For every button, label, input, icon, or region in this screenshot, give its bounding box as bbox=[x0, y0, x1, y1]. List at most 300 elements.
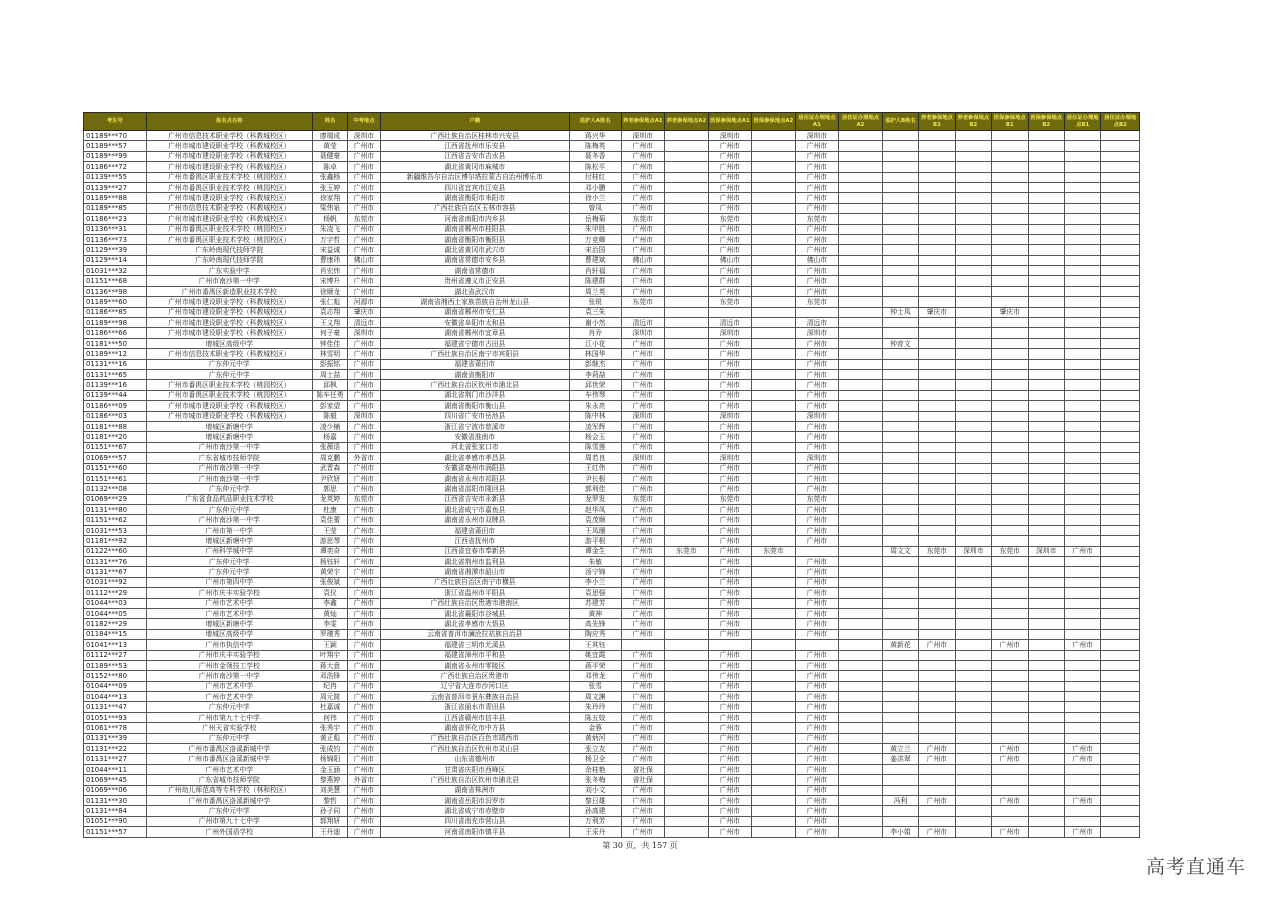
table-cell bbox=[665, 307, 709, 317]
table-cell bbox=[992, 598, 1028, 608]
table-cell bbox=[882, 536, 918, 546]
table-cell bbox=[1028, 640, 1064, 650]
table-cell bbox=[1101, 401, 1140, 411]
table-cell bbox=[1064, 463, 1100, 473]
table-cell: 广西壮族自治区贵港市 bbox=[380, 671, 569, 681]
table-cell: 广州市 bbox=[348, 338, 380, 348]
table-cell: 广东仲元中学 bbox=[146, 806, 312, 816]
table-cell bbox=[1028, 598, 1064, 608]
table-cell: 袁思强 bbox=[569, 588, 621, 598]
table-cell: 余桂艳 bbox=[569, 764, 621, 774]
table-cell: 广州市 bbox=[348, 380, 380, 390]
table-cell bbox=[665, 712, 709, 722]
table-cell: 周文渊 bbox=[569, 692, 621, 702]
table-cell bbox=[919, 141, 955, 151]
table-cell bbox=[1028, 764, 1064, 774]
table-cell: 王红伟 bbox=[569, 463, 621, 473]
table-cell bbox=[752, 702, 796, 712]
table-row bbox=[84, 577, 1140, 587]
table-cell bbox=[839, 421, 883, 431]
table-cell: 广州市 bbox=[919, 744, 955, 754]
table-cell: 广州市 bbox=[708, 754, 752, 764]
table-cell: 邱枫 bbox=[312, 380, 347, 390]
table-cell: 张鑫杨 bbox=[312, 172, 347, 182]
table-cell bbox=[839, 255, 883, 265]
table-cell: 广州市 bbox=[621, 245, 665, 255]
table-cell bbox=[882, 245, 918, 255]
table-cell bbox=[1064, 266, 1100, 276]
table-cell: 广州市 bbox=[621, 692, 665, 702]
table-cell: 广州市 bbox=[795, 681, 839, 691]
table-cell bbox=[1101, 785, 1140, 795]
table-cell bbox=[992, 151, 1028, 161]
table-cell bbox=[665, 515, 709, 525]
table-cell bbox=[955, 401, 991, 411]
table-cell bbox=[665, 619, 709, 629]
table-cell bbox=[752, 681, 796, 691]
table-cell bbox=[992, 349, 1028, 359]
table-cell bbox=[992, 203, 1028, 213]
table-cell: 广东仲元中学 bbox=[146, 359, 312, 369]
table-cell bbox=[1028, 349, 1064, 359]
table-row bbox=[84, 224, 1140, 234]
table-cell bbox=[665, 224, 709, 234]
table-row bbox=[84, 380, 1140, 390]
table-cell: 广州市庆丰实验学校 bbox=[146, 588, 312, 598]
table-cell: 外省市 bbox=[348, 775, 380, 785]
table-cell bbox=[919, 162, 955, 172]
table-cell: 周元简 bbox=[312, 692, 347, 702]
table-cell bbox=[955, 411, 991, 421]
table-cell bbox=[882, 494, 918, 504]
table-cell bbox=[665, 650, 709, 660]
table-cell: 湖南省永州市祁阳县 bbox=[380, 473, 569, 483]
table-cell bbox=[1064, 141, 1100, 151]
table-cell: 何伟 bbox=[312, 712, 347, 722]
table-cell bbox=[1101, 307, 1140, 317]
table-cell bbox=[882, 203, 918, 213]
table-cell bbox=[752, 598, 796, 608]
column-header: 居住证办理地点A2 bbox=[839, 113, 883, 131]
table-cell: 袁佳蕾 bbox=[312, 515, 347, 525]
table-cell bbox=[919, 286, 955, 296]
table-cell bbox=[1101, 608, 1140, 618]
table-cell bbox=[955, 307, 991, 317]
table-row bbox=[84, 172, 1140, 182]
table-cell bbox=[882, 525, 918, 535]
table-cell: 广州市番禺区职业技术学校（桃园校区） bbox=[146, 234, 312, 244]
table-cell bbox=[955, 453, 991, 463]
table-cell: 广州市 bbox=[708, 567, 752, 577]
table-cell bbox=[992, 712, 1028, 722]
table-cell: 广州市 bbox=[621, 536, 665, 546]
column-header: 户籍 bbox=[380, 113, 569, 131]
table-cell: 01189***57 bbox=[84, 141, 147, 151]
table-cell bbox=[992, 286, 1028, 296]
table-cell bbox=[992, 245, 1028, 255]
column-header: 姓名 bbox=[312, 113, 347, 131]
table-cell bbox=[839, 671, 883, 681]
table-cell bbox=[1028, 141, 1064, 151]
table-cell: 万竞卿 bbox=[569, 234, 621, 244]
table-cell: 01131***65 bbox=[84, 369, 147, 379]
table-cell: 黎哲 bbox=[312, 796, 347, 806]
table-cell bbox=[992, 369, 1028, 379]
table-cell bbox=[665, 286, 709, 296]
table-cell bbox=[752, 307, 796, 317]
table-cell bbox=[955, 723, 991, 733]
table-cell bbox=[1101, 598, 1140, 608]
table-cell: 朱敏 bbox=[569, 557, 621, 567]
table-cell bbox=[882, 401, 918, 411]
table-cell: 01131***22 bbox=[84, 744, 147, 754]
table-cell: 邓伟龙 bbox=[569, 671, 621, 681]
table-row bbox=[84, 214, 1140, 224]
table-row bbox=[84, 494, 1140, 504]
table-cell bbox=[752, 484, 796, 494]
table-cell: 湖北省黄冈市麻城市 bbox=[380, 162, 569, 172]
table-cell: 广州市 bbox=[708, 193, 752, 203]
table-cell: 东莞市 bbox=[348, 494, 380, 504]
table-cell bbox=[752, 442, 796, 452]
table-cell: 朱永亮 bbox=[569, 401, 621, 411]
table-cell bbox=[955, 131, 991, 141]
table-cell: 广州市 bbox=[708, 401, 752, 411]
table-cell bbox=[665, 411, 709, 421]
table-cell: 广州市 bbox=[708, 380, 752, 390]
table-cell: 佛山市 bbox=[708, 255, 752, 265]
table-cell: 01132***08 bbox=[84, 484, 147, 494]
table-cell bbox=[1028, 681, 1064, 691]
table-cell bbox=[1028, 796, 1064, 806]
table-cell: 广州市 bbox=[795, 151, 839, 161]
table-cell bbox=[1064, 255, 1100, 265]
table-cell bbox=[1101, 588, 1140, 598]
table-cell bbox=[882, 182, 918, 192]
table-cell: 四川省南充市营山县 bbox=[380, 816, 569, 826]
table-cell: 广州市 bbox=[621, 733, 665, 743]
table-cell bbox=[1064, 764, 1100, 774]
table-cell bbox=[919, 650, 955, 660]
table-cell bbox=[839, 131, 883, 141]
table-cell: 辽宁省大连市沙河口区 bbox=[380, 681, 569, 691]
table-cell: 黄荣宇 bbox=[312, 567, 347, 577]
table-cell: 安徽省阜阳市太和县 bbox=[380, 318, 569, 328]
table-cell: 宋治国 bbox=[569, 245, 621, 255]
table-cell: 广州市 bbox=[795, 421, 839, 431]
table-cell: 广州市 bbox=[348, 744, 380, 754]
table-cell bbox=[752, 162, 796, 172]
table-cell: 黎日雄 bbox=[569, 796, 621, 806]
table-cell bbox=[955, 702, 991, 712]
table-cell bbox=[919, 151, 955, 161]
table-cell bbox=[1064, 432, 1100, 442]
table-cell bbox=[839, 806, 883, 816]
table-cell: 01131***67 bbox=[84, 567, 147, 577]
table-cell bbox=[665, 141, 709, 151]
table-cell: 曾凤 bbox=[569, 203, 621, 213]
table-cell: 王采丹 bbox=[569, 827, 621, 837]
table-cell bbox=[1064, 390, 1100, 400]
table-cell: 广州市 bbox=[621, 525, 665, 535]
table-cell bbox=[919, 702, 955, 712]
table-cell: 湖南省邵阳市隆回县 bbox=[380, 484, 569, 494]
table-cell: 广东仲元中学 bbox=[146, 369, 312, 379]
table-cell: 广州市 bbox=[795, 806, 839, 816]
table-cell bbox=[955, 764, 991, 774]
table-cell: 深圳市 bbox=[348, 328, 380, 338]
table-cell bbox=[665, 588, 709, 598]
table-cell bbox=[665, 318, 709, 328]
table-cell: 湖南省岳阳市汨罗市 bbox=[380, 796, 569, 806]
table-cell: 蒋大意 bbox=[312, 660, 347, 670]
table-cell: 徐顺龙 bbox=[312, 286, 347, 296]
table-row bbox=[84, 411, 1140, 421]
table-cell: 广州市 bbox=[795, 266, 839, 276]
table-cell bbox=[955, 463, 991, 473]
table-row bbox=[84, 473, 1140, 483]
table-cell bbox=[1064, 494, 1100, 504]
table-cell: 广州市 bbox=[621, 359, 665, 369]
table-cell: 广州市 bbox=[621, 484, 665, 494]
table-cell bbox=[1028, 712, 1064, 722]
table-cell bbox=[992, 536, 1028, 546]
table-cell bbox=[665, 369, 709, 379]
table-cell bbox=[1028, 151, 1064, 161]
table-cell: 广州市第一中学 bbox=[146, 525, 312, 535]
table-row bbox=[84, 276, 1140, 286]
table-cell bbox=[1064, 671, 1100, 681]
table-cell: 广州市 bbox=[348, 702, 380, 712]
table-cell bbox=[882, 297, 918, 307]
table-cell bbox=[839, 224, 883, 234]
table-cell: 福建省漳州市平和县 bbox=[380, 650, 569, 660]
table-cell bbox=[1101, 744, 1140, 754]
table-cell: 广州市 bbox=[621, 473, 665, 483]
table-cell: 增城区新塘中学 bbox=[146, 619, 312, 629]
table-cell: 广西壮族自治区南宁市宾阳县 bbox=[380, 349, 569, 359]
table-cell: 湖南省常德市 bbox=[380, 266, 569, 276]
table-cell: 徐家翔 bbox=[312, 193, 347, 203]
table-cell: 广州市 bbox=[348, 172, 380, 182]
column-header: 医保参保地点B2 bbox=[1028, 113, 1064, 131]
table-cell: 广州市 bbox=[708, 546, 752, 556]
table-cell bbox=[1064, 338, 1100, 348]
table-cell bbox=[1028, 567, 1064, 577]
table-cell: 佛山市 bbox=[795, 255, 839, 265]
table-cell bbox=[919, 619, 955, 629]
table-cell bbox=[752, 245, 796, 255]
table-cell: 深圳市 bbox=[795, 411, 839, 421]
table-cell: 湖南省怀化市中方县 bbox=[380, 723, 569, 733]
table-cell: 肇庆市 bbox=[348, 307, 380, 317]
table-cell: 广州市 bbox=[348, 151, 380, 161]
table-cell: 广州市 bbox=[621, 723, 665, 733]
table-cell bbox=[752, 182, 796, 192]
table-cell: 黄新花 bbox=[882, 640, 918, 650]
table-row bbox=[84, 515, 1140, 525]
table-cell bbox=[955, 286, 991, 296]
table-cell bbox=[1101, 131, 1140, 141]
table-row bbox=[84, 286, 1140, 296]
table-cell bbox=[1064, 234, 1100, 244]
table-cell: 广州市 bbox=[708, 463, 752, 473]
table-cell: 东莞市 bbox=[621, 214, 665, 224]
table-cell bbox=[839, 827, 883, 837]
table-cell: 广州市 bbox=[621, 369, 665, 379]
table-cell bbox=[955, 588, 991, 598]
table-cell bbox=[1028, 338, 1064, 348]
table-cell bbox=[955, 380, 991, 390]
table-cell: 广州市 bbox=[621, 806, 665, 816]
table-cell: 陈梅英 bbox=[569, 141, 621, 151]
table-cell bbox=[795, 307, 839, 317]
table-cell bbox=[992, 172, 1028, 182]
table-cell bbox=[955, 733, 991, 743]
table-cell: 广州市执信中学 bbox=[146, 640, 312, 650]
table-cell: 湖南省郴州市宜章县 bbox=[380, 328, 569, 338]
table-cell: 万宇哲 bbox=[312, 234, 347, 244]
table-cell bbox=[1101, 380, 1140, 390]
table-cell bbox=[1028, 421, 1064, 431]
table-cell bbox=[665, 453, 709, 463]
table-cell bbox=[882, 463, 918, 473]
table-cell bbox=[992, 255, 1028, 265]
table-cell: 广州市 bbox=[348, 557, 380, 567]
table-cell: 钟育文 bbox=[882, 338, 918, 348]
table-cell bbox=[1101, 494, 1140, 504]
table-cell bbox=[665, 525, 709, 535]
table-cell bbox=[752, 785, 796, 795]
table-cell bbox=[955, 442, 991, 452]
table-cell: 广州市 bbox=[795, 598, 839, 608]
table-cell: 东莞市 bbox=[795, 297, 839, 307]
table-cell bbox=[752, 557, 796, 567]
table-cell: 广州市 bbox=[708, 172, 752, 182]
table-cell bbox=[955, 203, 991, 213]
table-row bbox=[84, 338, 1140, 348]
table-cell: 01131***27 bbox=[84, 754, 147, 764]
table-cell bbox=[1101, 671, 1140, 681]
table-cell: 广州市 bbox=[708, 473, 752, 483]
table-row bbox=[84, 827, 1140, 837]
table-cell: 广州市 bbox=[621, 557, 665, 567]
table-cell bbox=[665, 796, 709, 806]
table-cell: 广州市 bbox=[348, 266, 380, 276]
table-cell bbox=[992, 515, 1028, 525]
table-cell bbox=[752, 608, 796, 618]
table-cell bbox=[839, 338, 883, 348]
table-row bbox=[84, 640, 1140, 650]
table-cell bbox=[882, 421, 918, 431]
table-cell bbox=[955, 328, 991, 338]
table-cell: 广州市 bbox=[795, 660, 839, 670]
table-cell bbox=[955, 536, 991, 546]
table-cell bbox=[955, 297, 991, 307]
table-cell bbox=[839, 775, 883, 785]
table-cell bbox=[839, 380, 883, 390]
column-header: 养老参保地点B2 bbox=[955, 113, 991, 131]
table-cell bbox=[752, 723, 796, 733]
table-cell bbox=[882, 286, 918, 296]
table-header-row bbox=[84, 113, 1140, 131]
table-cell: 广州市 bbox=[348, 577, 380, 587]
table-cell: 广州市 bbox=[348, 182, 380, 192]
table-cell bbox=[665, 234, 709, 244]
table-cell bbox=[919, 245, 955, 255]
table-cell bbox=[1028, 473, 1064, 483]
table-cell: 广西壮族自治区百色市靖西市 bbox=[380, 733, 569, 743]
table-row bbox=[84, 567, 1140, 577]
table-cell bbox=[992, 473, 1028, 483]
table-cell bbox=[1064, 598, 1100, 608]
table-cell bbox=[882, 816, 918, 826]
table-cell bbox=[752, 234, 796, 244]
table-cell: 湖南省衡阳市耒阳市 bbox=[380, 193, 569, 203]
table-cell: 张锐 bbox=[569, 297, 621, 307]
table-cell bbox=[1028, 380, 1064, 390]
table-cell bbox=[1028, 484, 1064, 494]
table-cell bbox=[752, 255, 796, 265]
table-cell: 广州市 bbox=[708, 681, 752, 691]
table-cell: 广州市 bbox=[708, 702, 752, 712]
table-cell: 广州市城市建设职业学校（科教城校区） bbox=[146, 151, 312, 161]
table-cell bbox=[839, 494, 883, 504]
table-cell: 广州市城市建设职业学校（科教城校区） bbox=[146, 141, 312, 151]
table-cell: 广州市 bbox=[348, 359, 380, 369]
table-cell: 01189***99 bbox=[84, 151, 147, 161]
table-cell: 广州市 bbox=[795, 650, 839, 660]
table-cell bbox=[839, 702, 883, 712]
table-cell bbox=[1101, 151, 1140, 161]
table-cell: 邓浩锋 bbox=[312, 671, 347, 681]
table-cell bbox=[955, 608, 991, 618]
table-cell: 广州市庆丰实验学校 bbox=[146, 650, 312, 660]
table-cell bbox=[839, 608, 883, 618]
table-cell bbox=[1028, 515, 1064, 525]
table-cell: 云南省普洱市澜沧拉祜族自治县 bbox=[380, 629, 569, 639]
table-cell bbox=[1064, 214, 1100, 224]
table-cell bbox=[992, 214, 1028, 224]
table-cell: 广州市 bbox=[708, 723, 752, 733]
table-cell bbox=[1101, 214, 1140, 224]
table-row bbox=[84, 764, 1140, 774]
table-cell: 01139***16 bbox=[84, 380, 147, 390]
table-cell: 广州市 bbox=[708, 816, 752, 826]
table-cell bbox=[919, 453, 955, 463]
table-cell: 广州市南沙第一中学 bbox=[146, 671, 312, 681]
table-cell: 东莞市 bbox=[752, 546, 796, 556]
table-cell: 王义翔 bbox=[312, 318, 347, 328]
table-cell: 01131***47 bbox=[84, 702, 147, 712]
table-cell: 周士喆 bbox=[312, 369, 347, 379]
table-cell: 曹康玮 bbox=[312, 255, 347, 265]
table-cell bbox=[752, 494, 796, 504]
table-cell bbox=[839, 515, 883, 525]
table-cell: 广州市 bbox=[621, 702, 665, 712]
table-cell: 佛山市 bbox=[621, 255, 665, 265]
table-cell bbox=[1101, 692, 1140, 702]
table-cell bbox=[1064, 224, 1100, 234]
table-cell: 湖南省郴州市安仁县 bbox=[380, 307, 569, 317]
table-cell: 周兰英 bbox=[569, 286, 621, 296]
table-cell bbox=[1101, 796, 1140, 806]
table-cell: 湖南省株洲市 bbox=[380, 785, 569, 795]
table-cell: 广州市 bbox=[795, 141, 839, 151]
table-cell: 袁仪 bbox=[312, 588, 347, 598]
table-cell: 梁伟泉 bbox=[312, 203, 347, 213]
table-cell: 省社保 bbox=[621, 775, 665, 785]
